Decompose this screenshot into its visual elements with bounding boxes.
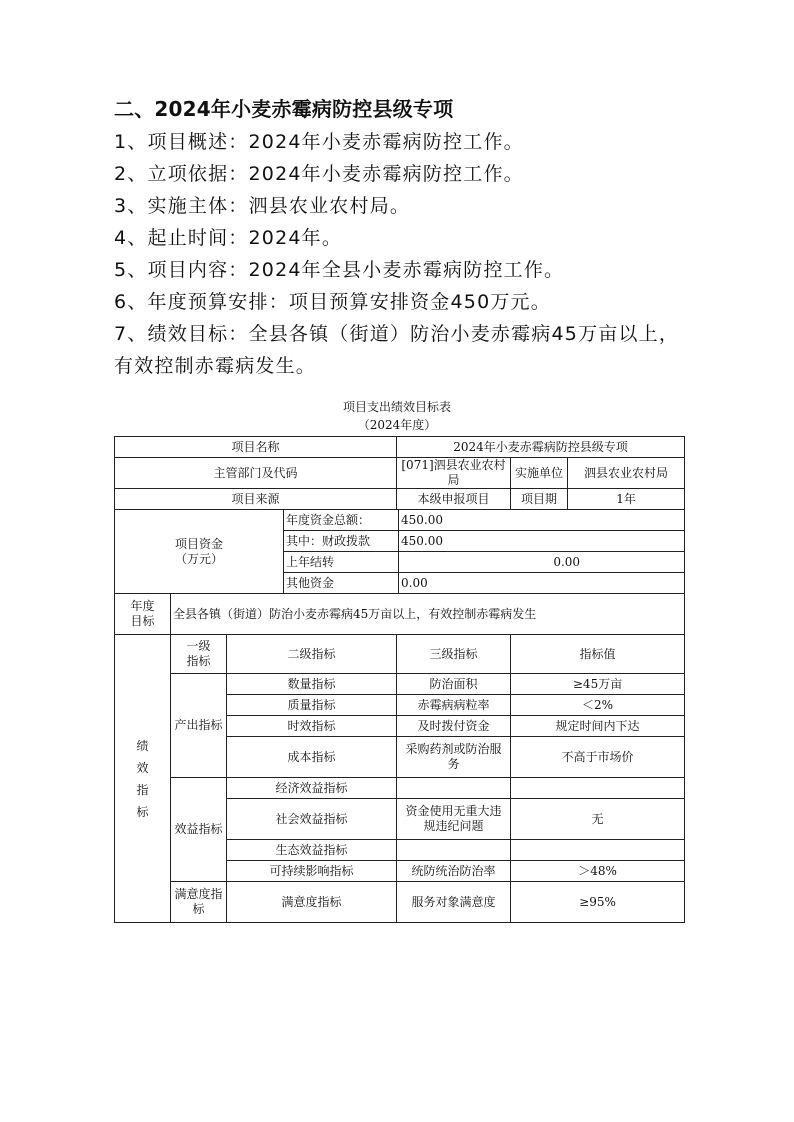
table-row (115, 594, 685, 635)
project-name-value: 2024年小麦赤霉病防控县级专项 (397, 437, 685, 458)
funds-label-line2: （万元） (174, 551, 223, 566)
dept-label: 主管部门及代码 (115, 458, 397, 489)
impl-unit-label: 实施单位 (511, 458, 568, 489)
funds-fiscal-value: 450.00 (399, 531, 685, 552)
output-value: 规定时间内下达 (511, 716, 685, 737)
satisfaction-l3: 服务对象满意度 (397, 882, 511, 923)
perf-label-char3: 指 (136, 782, 149, 797)
output-indicators-label: 产出指标 (171, 674, 227, 778)
benefit-l3 (397, 799, 511, 840)
output-l2: 成本指标 (227, 737, 397, 778)
funds-carryover-label: 上年结转 (284, 552, 399, 573)
table-row (115, 674, 685, 695)
benefit-l3-line2: 规违纪问题 (423, 819, 484, 833)
annual-goal-value: 全县各镇（街道）防治小麦赤霉病45万亩以上，有效控制赤霉病发生 (171, 594, 685, 635)
benefit-l2: 生态效益指标 (227, 840, 397, 861)
paragraph-overview: 1、项目概述：2024年小麦赤霉病防控工作。 (114, 131, 524, 153)
benefit-l3 (397, 778, 511, 799)
benefit-indicators-label: 效益指标 (171, 778, 227, 882)
benefit-value: ＞48% (511, 861, 685, 882)
benefit-l3: 统防统治防治率 (397, 861, 511, 882)
impl-unit-value: 泗县农业农村局 (568, 458, 685, 489)
paragraph-period: 4、起止时间：2024年。 (114, 227, 343, 249)
output-value: ≥45万亩 (511, 674, 685, 695)
table-row (115, 778, 685, 799)
table-row (115, 635, 685, 674)
funds-label (115, 510, 284, 594)
header-level1-line1: 一级 (186, 639, 211, 653)
funds-fiscal-label: 其中：财政拨款 (284, 531, 399, 552)
funds-label-line1: 项目资金 (174, 536, 223, 551)
table-subtitle: （2024年度） (357, 418, 437, 432)
benefit-value (511, 840, 685, 861)
table-row (115, 489, 685, 510)
benefit-value: 无 (511, 799, 685, 840)
paragraph-basis: 2、立项依据：2024年小麦赤霉病防控工作。 (114, 163, 524, 185)
header-level1-line2: 指标 (186, 654, 211, 668)
output-value: ＜2% (511, 695, 685, 716)
funds-total-label: 年度资金总额： (284, 510, 399, 531)
paragraph-goal-continued: 有效控制赤霉病发生。 (114, 355, 317, 377)
funds-other-label: 其他资金 (284, 573, 399, 594)
source-value: 本级申报项目 (397, 489, 511, 510)
output-l3: 及时拨付资金 (397, 716, 511, 737)
satisfaction-l2: 满意度指标 (227, 882, 397, 923)
output-l3-line1: 采购药剂或防治服 (405, 742, 502, 756)
benefit-l2: 社会效益指标 (227, 799, 397, 840)
annual-goal-label (115, 594, 171, 635)
perf-indicators-label (115, 635, 171, 923)
table-row (115, 458, 685, 489)
section-heading: 二、2024年小麦赤霉病防控县级专项 (114, 97, 454, 121)
funds-other-value: 0.00 (399, 573, 685, 594)
output-l3: 赤霉病病粒率 (397, 695, 511, 716)
paragraph-goal: 7、绩效目标：全县各镇（街道）防治小麦赤霉病45万亩以上， (114, 323, 680, 345)
header-level2: 二级指标 (227, 635, 397, 674)
source-label: 项目来源 (115, 489, 397, 510)
paragraph-budget: 6、年度预算安排：项目预算安排资金450万元。 (114, 291, 551, 313)
funds-total-value: 450.00 (399, 510, 685, 531)
period-label: 项目期 (511, 489, 568, 510)
project-name-label: 项目名称 (115, 437, 397, 458)
output-l2: 质量指标 (227, 695, 397, 716)
dept-value: [071]泗县农业农村局 (397, 458, 511, 489)
output-l3 (397, 737, 511, 778)
benefit-l3 (397, 840, 511, 861)
perf-label-char4: 标 (136, 804, 149, 819)
annual-goal-label-line1: 年度 (130, 599, 155, 613)
table-row (115, 882, 685, 923)
benefit-l2: 经济效益指标 (227, 778, 397, 799)
output-l3-line2: 务 (447, 757, 460, 771)
output-value: 不高于市场价 (511, 737, 685, 778)
output-l2: 数量指标 (227, 674, 397, 695)
satisfaction-label-line1: 满意度指 (174, 887, 223, 901)
annual-goal-label-line2: 目标 (130, 614, 155, 628)
output-l3: 防治面积 (397, 674, 511, 695)
perf-label-char1: 绩 (136, 738, 149, 753)
satisfaction-indicators-label (171, 882, 227, 923)
benefit-l2: 可持续影响指标 (227, 861, 397, 882)
header-value: 指标值 (511, 635, 685, 674)
satisfaction-value: ≥95% (511, 882, 685, 923)
performance-target-table (114, 436, 685, 923)
satisfaction-label-line2: 标 (192, 902, 205, 916)
perf-label-char2: 效 (136, 760, 149, 775)
funds-carryover-value: 0.00 (399, 552, 685, 573)
paragraph-implementer: 3、实施主体：泗县农业农村局。 (114, 195, 411, 217)
header-level1 (171, 635, 227, 674)
period-value: 1年 (568, 489, 685, 510)
header-level3: 三级指标 (397, 635, 511, 674)
benefit-value (511, 778, 685, 799)
benefit-l3-line1: 资金使用无重大违 (405, 804, 502, 818)
table-row (115, 437, 685, 458)
table-row (115, 510, 685, 531)
output-l2: 时效指标 (227, 716, 397, 737)
table-title: 项目支出绩效目标表 (342, 400, 451, 414)
paragraph-content: 5、项目内容：2024年全县小麦赤霉病防控工作。 (114, 259, 565, 281)
